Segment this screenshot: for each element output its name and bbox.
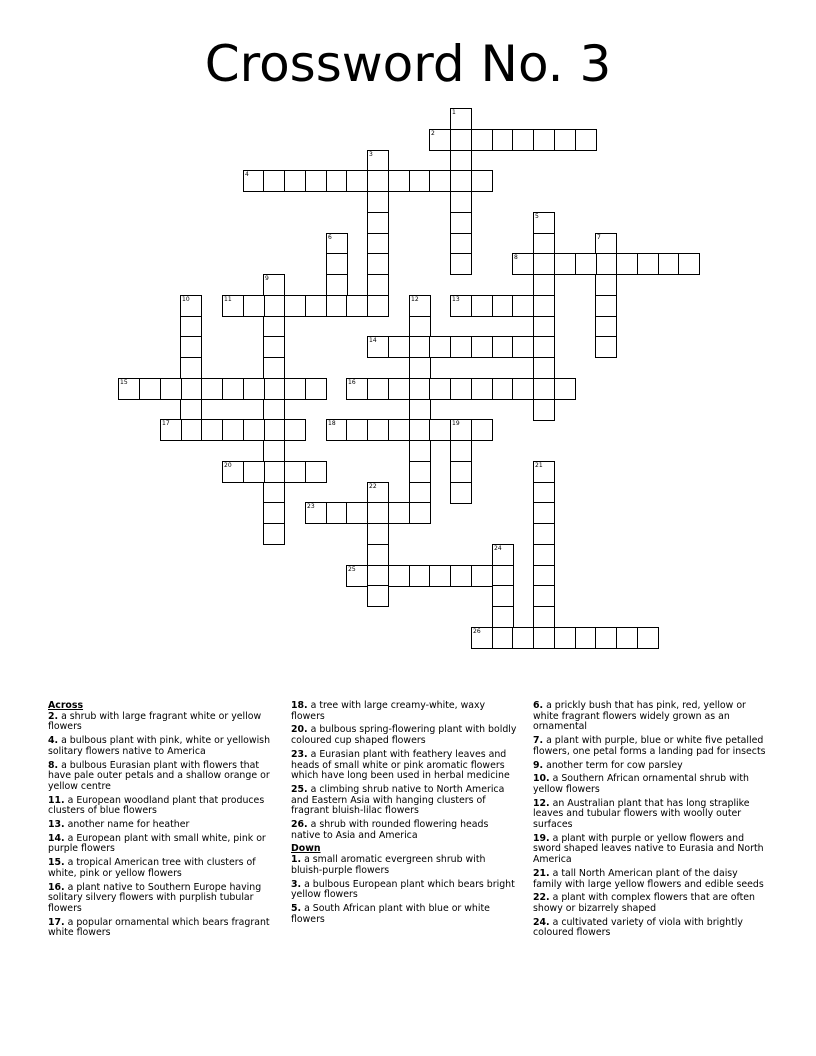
grid-cell[interactable] xyxy=(533,316,555,338)
grid-cell[interactable] xyxy=(492,627,514,649)
grid-cell[interactable] xyxy=(367,565,389,587)
clue-21: 21. a tall North American plant of the daisy family with large yellow flowers and edible seeds xyxy=(533,867,764,890)
grid-cell-13[interactable] xyxy=(450,295,472,317)
clue-number: 12 xyxy=(411,296,419,303)
grid-cell[interactable] xyxy=(471,336,493,358)
clue-number: 18 xyxy=(328,420,336,427)
grid-cell[interactable] xyxy=(263,295,285,317)
grid-cell[interactable] xyxy=(222,378,244,400)
grid-cell[interactable] xyxy=(367,585,389,607)
clue-8: 8. a bulbous Eurasian plant with flowers that have pale outer petals and a shallow orange or yellow centre xyxy=(48,759,270,792)
grid-cell[interactable] xyxy=(409,316,431,338)
grid-cell[interactable] xyxy=(263,440,285,462)
clue-number: 23 xyxy=(307,503,315,510)
clue-number-label: 12. xyxy=(533,797,550,809)
grid-cell[interactable] xyxy=(471,170,493,192)
grid-cell[interactable] xyxy=(326,253,348,275)
grid-cell[interactable] xyxy=(263,419,285,441)
clue-number-label: 9. xyxy=(533,759,544,771)
grid-cell-5[interactable] xyxy=(533,212,555,234)
grid-cell[interactable] xyxy=(367,191,389,213)
grid-cell[interactable] xyxy=(409,419,431,441)
grid-cell[interactable] xyxy=(533,357,555,379)
grid-cell[interactable] xyxy=(533,606,555,628)
clue-number: 25 xyxy=(348,566,356,573)
grid-cell-3[interactable] xyxy=(367,150,389,172)
grid-cell[interactable] xyxy=(450,482,472,504)
clue-number-label: 7. xyxy=(533,735,544,747)
grid-cell[interactable] xyxy=(305,295,327,317)
clue-12: 12. an Australian plant that has long straplike leaves and tubular flowers with woolly outer surfaces xyxy=(533,797,750,831)
grid-cell[interactable] xyxy=(595,274,617,296)
clue-number: 2 xyxy=(431,130,435,137)
grid-cell[interactable] xyxy=(533,253,555,275)
clue-number-label: 2. xyxy=(48,710,59,722)
grid-cell[interactable] xyxy=(305,378,327,400)
grid-cell[interactable] xyxy=(263,170,285,192)
clue-number: 5 xyxy=(535,213,539,220)
grid-cell[interactable] xyxy=(450,150,472,172)
clue-column-2 xyxy=(291,701,517,928)
grid-cell[interactable] xyxy=(263,336,285,358)
grid-cell-2[interactable] xyxy=(429,129,451,151)
clue-number: 16 xyxy=(348,379,356,386)
grid-cell[interactable] xyxy=(492,378,514,400)
clue-14: 14. a European plant with small white, pink or purple flowers xyxy=(48,832,266,855)
grid-cell[interactable] xyxy=(388,170,410,192)
grid-cell[interactable] xyxy=(367,523,389,545)
grid-cell[interactable] xyxy=(305,170,327,192)
grid-cell[interactable] xyxy=(450,253,472,275)
grid-cell[interactable] xyxy=(595,336,617,358)
clue-column-3 xyxy=(533,701,769,942)
grid-cell[interactable] xyxy=(637,253,659,275)
grid-cell-1[interactable] xyxy=(450,108,472,130)
clue-number: 20 xyxy=(224,462,232,469)
down-header: Down xyxy=(291,843,321,855)
grid-cell[interactable] xyxy=(492,336,514,358)
grid-cell[interactable] xyxy=(409,378,431,400)
grid-cell[interactable] xyxy=(263,316,285,338)
clue-26: 26. a shrub with rounded flowering heads native to Asia and America xyxy=(291,819,489,841)
clue-number: 10 xyxy=(182,296,190,303)
grid-cell[interactable] xyxy=(180,419,202,441)
clue-number: 13 xyxy=(452,296,460,303)
grid-cell[interactable] xyxy=(367,544,389,566)
grid-cell[interactable] xyxy=(346,170,368,192)
grid-cell[interactable] xyxy=(180,378,202,400)
grid-cell[interactable] xyxy=(367,253,389,275)
clue-7: 7. a plant with purple, blue or white five petalled flowers, one petal forms a landing pad for insects xyxy=(533,735,766,757)
across-header: Across xyxy=(48,700,84,711)
grid-cell[interactable] xyxy=(284,378,306,400)
clue-number-label: 18. xyxy=(291,700,308,711)
grid-cell[interactable] xyxy=(533,129,555,151)
grid-cell[interactable] xyxy=(409,482,431,504)
grid-cell[interactable] xyxy=(492,295,514,317)
grid-cell[interactable] xyxy=(533,502,555,524)
grid-cell[interactable] xyxy=(575,253,597,275)
grid-cell-25[interactable] xyxy=(346,565,368,587)
clue-9: 9. another term for cow parsley xyxy=(533,759,683,771)
grid-cell-22[interactable] xyxy=(367,482,389,504)
grid-cell[interactable] xyxy=(450,461,472,483)
clue-6: 6. a prickly bush that has pink, red, yellow or white fragrant flowers widely grown as an ornamental xyxy=(533,700,746,733)
grid-cell[interactable] xyxy=(388,336,410,358)
grid-cell[interactable] xyxy=(658,253,680,275)
grid-cell[interactable] xyxy=(450,191,472,213)
grid-cell[interactable] xyxy=(533,523,555,545)
clue-number-label: 8. xyxy=(48,759,59,771)
clue-number-label: 4. xyxy=(48,735,59,747)
grid-cell[interactable] xyxy=(595,295,617,317)
grid-cell[interactable] xyxy=(409,399,431,421)
grid-cell-10[interactable] xyxy=(180,295,202,317)
grid-cell-14[interactable] xyxy=(367,336,389,358)
grid-cell[interactable] xyxy=(533,627,555,649)
grid-cell[interactable] xyxy=(533,565,555,587)
page-title: Crossword No. 3 xyxy=(204,35,612,93)
grid-cell[interactable] xyxy=(595,627,617,649)
grid-cell[interactable] xyxy=(139,378,161,400)
grid-cell[interactable] xyxy=(429,565,451,587)
clue-number-label: 17. xyxy=(48,916,65,928)
grid-cell[interactable] xyxy=(367,419,389,441)
grid-cell-19[interactable] xyxy=(450,419,472,441)
grid-cell[interactable] xyxy=(367,378,389,400)
grid-cell[interactable] xyxy=(284,461,306,483)
grid-cell-23[interactable] xyxy=(305,502,327,524)
grid-cell[interactable] xyxy=(512,336,534,358)
grid-cell[interactable] xyxy=(263,461,285,483)
clue-3: 3. a bulbous European plant which bears bright yellow flowers xyxy=(291,878,515,901)
clue-23: 23. a Eurasian plant with feathery leaves and heads of small white or pink aromatic flowers which have long been used in herbal medicine xyxy=(291,748,510,782)
grid-cell[interactable] xyxy=(637,627,659,649)
grid-cell[interactable] xyxy=(595,316,617,338)
grid-cell[interactable] xyxy=(450,565,472,587)
grid-cell[interactable] xyxy=(554,378,576,400)
clue-15: 15. a tropical American tree with clusters of white, pink or yellow flowers xyxy=(48,857,256,879)
grid-cell[interactable] xyxy=(409,336,431,358)
grid-cell[interactable] xyxy=(388,419,410,441)
grid-cell[interactable] xyxy=(201,419,223,441)
grid-cell[interactable] xyxy=(243,461,265,483)
clue-number-label: 10. xyxy=(533,773,550,785)
clue-number-label: 20. xyxy=(291,724,308,736)
clue-number: 3 xyxy=(369,151,373,158)
clue-number: 9 xyxy=(265,275,269,282)
grid-cell[interactable] xyxy=(284,419,306,441)
grid-cell[interactable] xyxy=(554,129,576,151)
grid-cell-4[interactable] xyxy=(243,170,265,192)
clue-number-label: 5. xyxy=(291,902,302,914)
grid-cell[interactable] xyxy=(409,440,431,462)
grid-cell[interactable] xyxy=(450,378,472,400)
clue-number-label: 1. xyxy=(291,854,302,866)
grid-cell[interactable] xyxy=(533,585,555,607)
grid-cell[interactable] xyxy=(222,419,244,441)
grid-cell[interactable] xyxy=(409,357,431,379)
grid-cell-16[interactable] xyxy=(346,378,368,400)
grid-cell[interactable] xyxy=(450,440,472,462)
clue-number-label: 16. xyxy=(48,881,65,893)
grid-cell[interactable] xyxy=(450,336,472,358)
clue-number: 1 xyxy=(452,109,456,116)
grid-cell[interactable] xyxy=(326,295,348,317)
grid-cell[interactable] xyxy=(554,627,576,649)
grid-cell-8[interactable] xyxy=(512,253,534,275)
grid-cell[interactable] xyxy=(160,378,182,400)
clue-18: 18. a tree with large creamy-white, waxy flowers xyxy=(291,700,486,722)
grid-cell[interactable] xyxy=(450,129,472,151)
clue-13: 13. another name for heather xyxy=(48,819,190,831)
clue-24: 24. a cultivated variety of viola with brightly coloured flowers xyxy=(533,916,743,939)
grid-cell[interactable] xyxy=(263,523,285,545)
grid-cell[interactable] xyxy=(263,399,285,421)
clue-number: 7 xyxy=(597,234,601,241)
grid-cell-24[interactable] xyxy=(492,544,514,566)
grid-cell[interactable] xyxy=(263,482,285,504)
grid-cell-7[interactable] xyxy=(595,233,617,255)
clue-number-label: 21. xyxy=(533,867,550,879)
grid-cell-15[interactable] xyxy=(118,378,140,400)
clue-number-label: 11. xyxy=(48,794,65,806)
clue-column-1 xyxy=(48,701,274,942)
clue-number: 8 xyxy=(514,254,518,261)
clue-number-label: 6. xyxy=(533,700,544,711)
grid-cell[interactable] xyxy=(533,544,555,566)
grid-cell[interactable] xyxy=(450,170,472,192)
grid-cell[interactable] xyxy=(346,419,368,441)
grid-cell-11[interactable] xyxy=(222,295,244,317)
grid-cell[interactable] xyxy=(533,482,555,504)
grid-cell[interactable] xyxy=(409,565,431,587)
grid-cell[interactable] xyxy=(367,212,389,234)
grid-cell[interactable] xyxy=(180,336,202,358)
grid-cell[interactable] xyxy=(678,253,700,275)
grid-cell[interactable] xyxy=(180,357,202,379)
grid-cell[interactable] xyxy=(450,212,472,234)
grid-cell[interactable] xyxy=(388,378,410,400)
grid-cell[interactable] xyxy=(243,419,265,441)
clue-17: 17. a popular ornamental which bears fragrant white flowers xyxy=(48,916,270,939)
grid-cell[interactable] xyxy=(367,170,389,192)
clue-number-label: 13. xyxy=(48,819,65,831)
clue-16: 16. a plant native to Southern Europe having solitary silvery flowers with purplish tubular flowers xyxy=(48,881,262,914)
clue-number: 11 xyxy=(224,296,232,303)
grid-cell[interactable] xyxy=(429,170,451,192)
clue-number-label: 15. xyxy=(48,857,65,869)
clue-19: 19. a plant with purple or yellow flowers and sword shaped leaves native to Eurasia and North America xyxy=(533,832,764,866)
clue-number-label: 19. xyxy=(533,832,550,844)
clue-number-label: 14. xyxy=(48,832,65,844)
grid-cell[interactable] xyxy=(284,295,306,317)
grid-cell[interactable] xyxy=(533,295,555,317)
grid-cell[interactable] xyxy=(429,419,451,441)
clue-22: 22. a plant with complex flowers that are often showy or bizarrely shaped xyxy=(533,892,756,914)
grid-cell[interactable] xyxy=(512,295,534,317)
clue-number-label: 24. xyxy=(533,916,550,928)
grid-cell[interactable] xyxy=(243,295,265,317)
clue-number: 24 xyxy=(494,545,502,552)
grid-cell[interactable] xyxy=(492,565,514,587)
grid-cell[interactable] xyxy=(471,295,493,317)
clue-20: 20. a bulbous spring-flowering plant with boldly coloured cup shaped flowers xyxy=(291,724,517,747)
grid-cell[interactable] xyxy=(409,502,431,524)
grid-cell[interactable] xyxy=(409,461,431,483)
grid-cell[interactable] xyxy=(533,378,555,400)
grid-cell[interactable] xyxy=(326,170,348,192)
grid-cell[interactable] xyxy=(263,378,285,400)
grid-cell[interactable] xyxy=(388,502,410,524)
grid-cell[interactable] xyxy=(616,253,638,275)
grid-cell[interactable] xyxy=(533,399,555,421)
grid-cell[interactable] xyxy=(180,399,202,421)
grid-cell[interactable] xyxy=(575,129,597,151)
clue-number: 26 xyxy=(473,628,481,635)
grid-cell[interactable] xyxy=(326,274,348,296)
clue-number-label: 25. xyxy=(291,783,308,795)
clue-10: 10. a Southern African ornamental shrub with yellow flowers xyxy=(533,773,750,795)
grid-cell-6[interactable] xyxy=(326,233,348,255)
clue-number: 6 xyxy=(328,234,332,241)
grid-cell[interactable] xyxy=(346,502,368,524)
grid-cell[interactable] xyxy=(367,295,389,317)
grid-cell-17[interactable] xyxy=(160,419,182,441)
grid-cell[interactable] xyxy=(429,378,451,400)
grid-cell-9[interactable] xyxy=(263,274,285,296)
clue-number: 14 xyxy=(369,337,377,344)
clue-number: 21 xyxy=(535,462,543,469)
clue-4: 4. a bulbous plant with pink, white or yellowish solitary flowers native to America xyxy=(48,735,271,757)
grid-cell[interactable] xyxy=(595,253,617,275)
clue-2: 2. a shrub with large fragrant white or yellow flowers xyxy=(48,710,262,733)
grid-cell[interactable] xyxy=(471,378,493,400)
clue-number: 4 xyxy=(245,171,249,178)
grid-cell[interactable] xyxy=(492,606,514,628)
clue-number-label: 22. xyxy=(533,892,550,904)
grid-cell[interactable] xyxy=(201,378,223,400)
grid-cell[interactable] xyxy=(305,461,327,483)
grid-cell[interactable] xyxy=(533,336,555,358)
grid-cell[interactable] xyxy=(326,502,348,524)
grid-cell[interactable] xyxy=(512,627,534,649)
grid-cell[interactable] xyxy=(471,419,493,441)
clue-number: 19 xyxy=(452,420,460,427)
clue-5: 5. a South African plant with blue or white flowers xyxy=(291,902,490,925)
grid-cell[interactable] xyxy=(492,129,514,151)
grid-cell[interactable] xyxy=(263,357,285,379)
grid-cell[interactable] xyxy=(492,585,514,607)
grid-cell-26[interactable] xyxy=(471,627,493,649)
grid-cell[interactable] xyxy=(533,274,555,296)
grid-cell-18[interactable] xyxy=(326,419,348,441)
grid-cell[interactable] xyxy=(512,129,534,151)
grid-cell-20[interactable] xyxy=(222,461,244,483)
grid-cell[interactable] xyxy=(346,295,368,317)
grid-cell[interactable] xyxy=(533,233,555,255)
grid-cell[interactable] xyxy=(367,502,389,524)
grid-cell[interactable] xyxy=(616,627,638,649)
grid-cell[interactable] xyxy=(512,378,534,400)
grid-cell[interactable] xyxy=(554,253,576,275)
grid-cell[interactable] xyxy=(471,565,493,587)
grid-cell[interactable] xyxy=(450,233,472,255)
clue-1: 1. a small aromatic evergreen shrub with bluish-purple flowers xyxy=(291,854,486,876)
grid-cell[interactable] xyxy=(180,316,202,338)
clue-11: 11. a European woodland plant that produces clusters of blue flowers xyxy=(48,794,265,817)
grid-cell[interactable] xyxy=(367,274,389,296)
clue-number-label: 23. xyxy=(291,748,308,760)
grid-cell-21[interactable] xyxy=(533,461,555,483)
grid-cell[interactable] xyxy=(575,627,597,649)
grid-cell[interactable] xyxy=(409,170,431,192)
grid-cell[interactable] xyxy=(471,129,493,151)
grid-cell[interactable] xyxy=(284,170,306,192)
clue-25: 25. a climbing shrub native to North America and Eastern Asia with hanging clusters of fragrant bluish-lilac flowers xyxy=(291,783,505,817)
clue-number: 22 xyxy=(369,483,377,490)
clue-number: 15 xyxy=(120,379,128,386)
clue-number-label: 26. xyxy=(291,819,308,831)
grid-cell[interactable] xyxy=(388,565,410,587)
clue-number: 17 xyxy=(162,420,170,427)
clue-number-label: 3. xyxy=(291,878,302,890)
grid-cell-12[interactable] xyxy=(409,295,431,317)
grid-cell[interactable] xyxy=(243,378,265,400)
grid-cell[interactable] xyxy=(367,233,389,255)
grid-cell[interactable] xyxy=(429,336,451,358)
grid-cell[interactable] xyxy=(263,502,285,524)
